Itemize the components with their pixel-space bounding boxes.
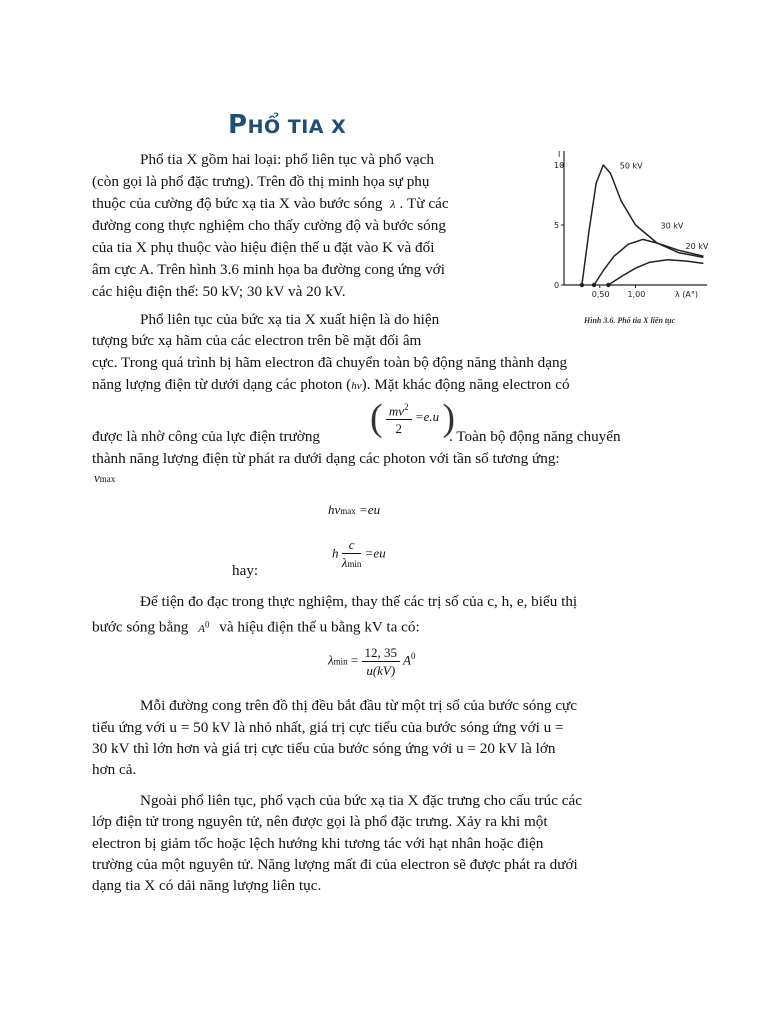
para4-line: Mỗi đường cong trên đồ thị đều bắt đầu từ một trị số của bước sóng cực: [140, 697, 578, 714]
para5-line: dạng tia X có dải năng lượng liên tục.: [92, 877, 322, 894]
wavelength-formula: h $\frac{c}{\lambda\min}$ =eu: [332, 536, 386, 573]
para1-line: Phổ tia X gồm hai loại: phổ liên tục và phổ vạch: [140, 151, 434, 168]
para2-line: thành năng lượng điện từ phát ra dưới dạng các photon với tần số tương ứng:: [92, 450, 560, 467]
para2-line: được là nhờ công của lực điện trường: [92, 428, 321, 445]
curve-label: 50 kV: [619, 161, 643, 171]
para4-line: hơn cả.: [92, 761, 137, 778]
curve-start-point: [580, 283, 584, 287]
x-tick-label: 0,50: [591, 290, 610, 299]
kinetic-energy-formula: ( $\frac{mv^2}{2}$ =e.u ): [370, 397, 456, 439]
xray-spectrum-figure: [552, 145, 712, 330]
c-over-lambda: $\frac{c}{\lambda\min}$: [341, 537, 362, 570]
para5-line: lớp điện tử trong nguyên tử, nên được gọi là phổ đặc trưng. Xảy ra khi một: [92, 813, 548, 830]
page-title: PHỔ TIA X: [228, 110, 347, 140]
para1-line: thuộc của cường độ bức xạ tia X vào bước sóng λ . Từ các: [92, 195, 449, 212]
y-tick-label: 10: [554, 161, 565, 170]
photon-energy-formula: hνmax =eu: [328, 502, 381, 517]
curve-label: 30 kV: [660, 221, 684, 231]
y-tick-label: 5: [554, 221, 560, 230]
para3-line: bước sóng bằng $A^0$ và hiệu điện thế u bằng kV ta có:: [92, 618, 420, 636]
nu-max-symbol: νmax: [94, 470, 116, 485]
kinetic-fraction: $\frac{mv^2}{2}$: [386, 399, 412, 437]
hay-label: hay:: [232, 562, 259, 579]
lambda-min-fraction: $\frac{12, 35}{u(kV)}$: [362, 644, 401, 679]
curve-start-point: [606, 283, 610, 287]
para1-line: của tia X phụ thuộc vào hiệu điện thế u đặt vào K và đối: [92, 239, 435, 256]
angstrom-symbol: $A^0$: [198, 619, 210, 635]
xray-spectrum-chart: [552, 145, 712, 330]
y-tick-label: 0: [554, 281, 560, 290]
curve-3: [608, 260, 703, 285]
para1-line: đường cong thực nghiệm cho thấy cường độ và bước sóng: [92, 217, 446, 234]
curve-start-point: [592, 283, 596, 287]
para5-line: Ngoài phổ liên tục, phổ vạch của bức xạ tia X đặc trưng cho cấu trúc các: [140, 792, 582, 809]
para5-line: trường của một nguyên tử. Năng lượng mất đi của electron sẽ được phát ra dưới: [92, 856, 578, 873]
para2-line: tượng bức xạ hãm của các electron trên bề mặt đối âm: [92, 332, 422, 349]
x-tick-label: 1,00: [627, 290, 646, 299]
para4-line: tiểu ứng với u = 50 kV là nhỏ nhất, giá trị cực tiểu của bước sóng ứng với u =: [92, 719, 564, 736]
para3-line: Để tiện đo đạc trong thực nghiệm, thay thế các trị số của c, h, e, biểu thị: [140, 593, 578, 610]
y-axis-label: I: [558, 150, 561, 159]
para2-line: . Toàn bộ động năng chuyển: [449, 428, 621, 445]
para2-line: năng lượng điện từ dưới dạng các photon (hν). Mặt khác động năng electron có: [92, 376, 570, 393]
lambda-symbol: λ: [390, 197, 396, 211]
curve-label: 20 kV: [685, 242, 709, 251]
para4-line: 30 kV thì lớn hơn và giá trị cực tiểu của bước sóng ứng với u = 20 kV là lớn: [92, 740, 556, 757]
para1-line: âm cực A. Trên hình 3.6 minh họa ba đường cong ứng với: [92, 261, 445, 278]
para1-line: các hiệu điện thế: 50 kV; 30 kV và 20 kV.: [92, 283, 346, 300]
figure-caption: Hình 3.6. Phổ tia X liên tục: [584, 316, 676, 325]
hv-symbol: hν: [351, 380, 362, 392]
para2-line: cực. Trong quá trình bị hãm electron đã chuyển toàn bộ động năng thành dạng: [92, 354, 568, 371]
para5-line: electron bị giảm tốc hoặc lệch hướng khi tương tác với hạt nhân hoặc điện: [92, 835, 544, 852]
lambda-min-formula: λmin = $\frac{12, 35}{u(kV)}$ $A^0$: [328, 645, 416, 678]
para1-line: (còn gọi là phổ đặc trưng). Trên đồ thị minh họa sự phụ: [92, 173, 430, 190]
para2-line: Phổ liên tục của bức xạ tia X xuất hiện là do hiện: [140, 311, 440, 328]
x-axis-label: λ (A°): [675, 290, 698, 299]
curve-1: [582, 165, 704, 285]
